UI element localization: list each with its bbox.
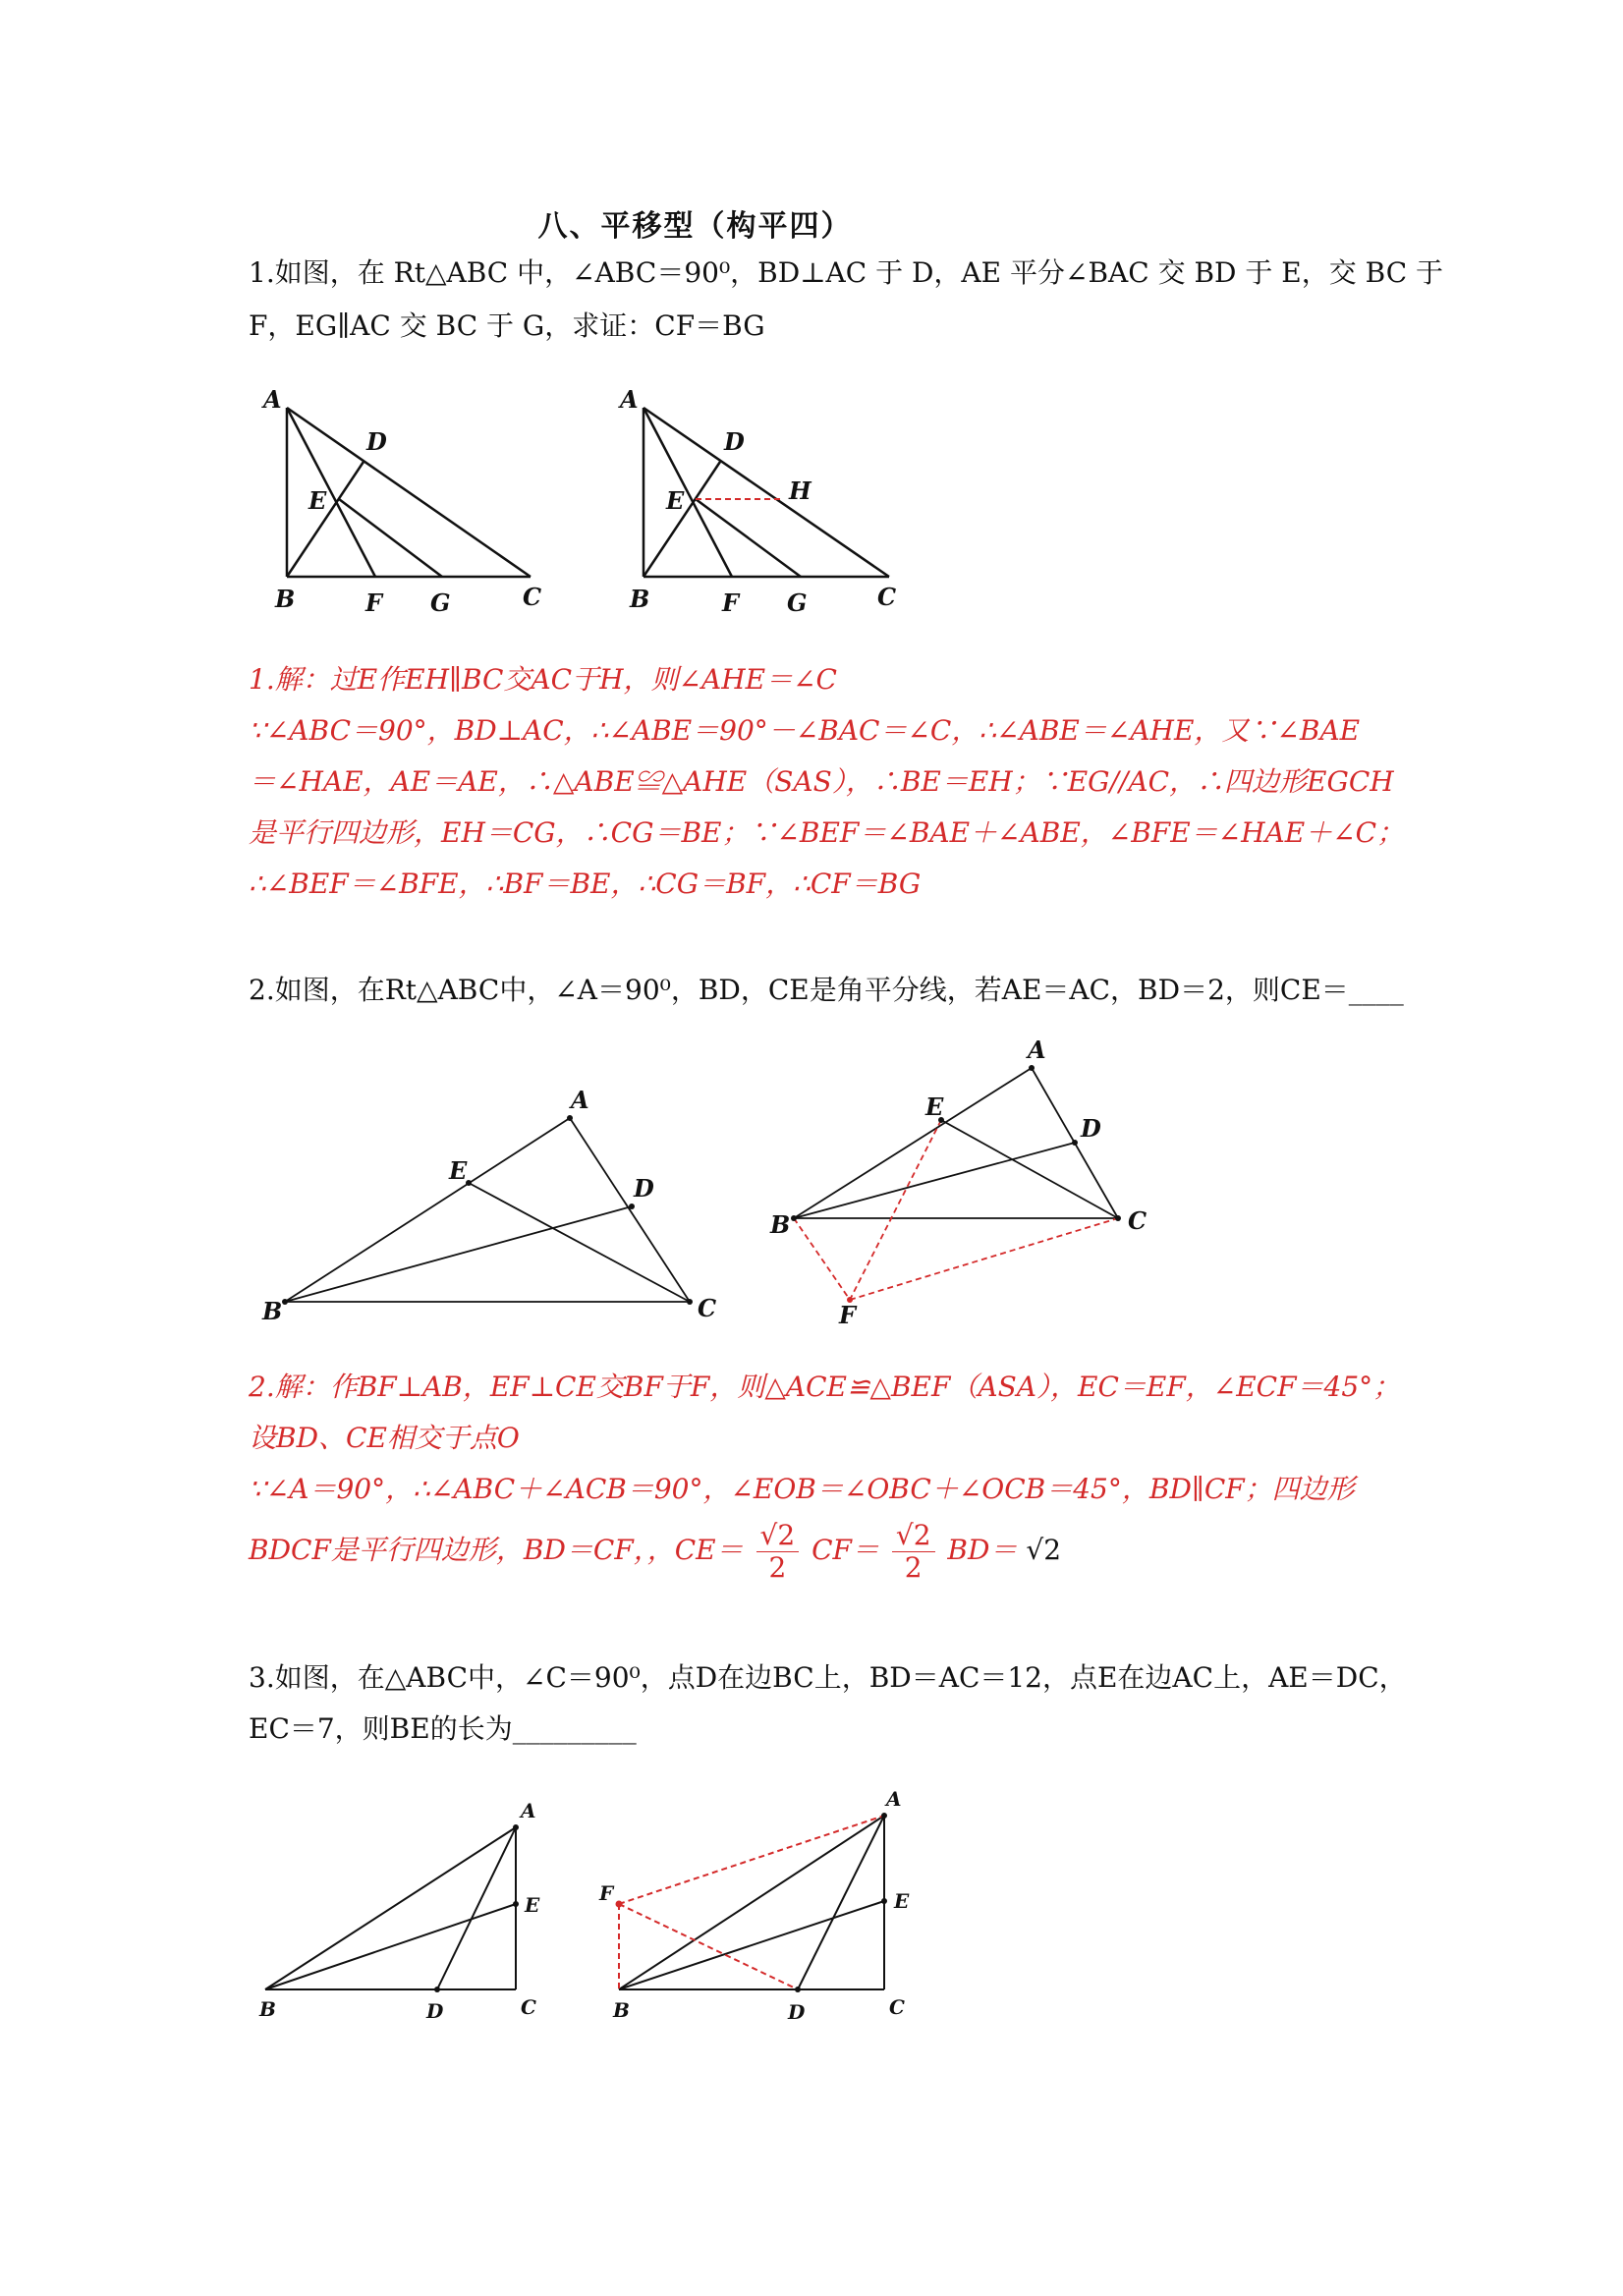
p3-statement-line-2: EC＝7，则BE的长为_________ — [249, 1712, 637, 1745]
p1f2-label-G: G — [787, 588, 808, 617]
p2f1-label-D: D — [634, 1174, 654, 1203]
p3f1-label-A: A — [521, 1799, 536, 1822]
p2f2-label-F: F — [839, 1301, 857, 1329]
p3f1-label-D: D — [426, 1999, 444, 2023]
p1f1-label-A: A — [263, 385, 282, 414]
p3f2-label-B: B — [613, 1998, 630, 2022]
p1-figure-2 — [604, 383, 919, 619]
p2-solution-line-3: ∵∠A＝90°，∴∠ABC＋∠ACB＝90°，∠EOB＝∠OBC＋∠OCB＝45°，BD∥CF；四边形 — [249, 1473, 1355, 1505]
p2f2-label-A: A — [1028, 1036, 1046, 1064]
p2f2-label-E: E — [925, 1092, 944, 1121]
p2f2-label-D: D — [1081, 1114, 1101, 1143]
p2f2-label-B: B — [770, 1210, 791, 1239]
p3f1-label-C: C — [521, 1995, 536, 2019]
p2-fraction-2-denominator: 2 — [904, 1551, 923, 1584]
p2-solution-4-suffix: BD＝ — [947, 1534, 1018, 1566]
p2f1-label-E: E — [449, 1156, 468, 1185]
p2-statement-line-1: 2.如图，在Rt△ABC中，∠A＝90⁰，BD，CE是角平分线，若AE＝AC，BD＝2，则CE＝____ — [249, 974, 1404, 1006]
section-title: 八、平移型（构平四） — [537, 209, 853, 244]
p1-solution-line-3: ＝∠HAE，AE＝AE，∴△ABE≌△AHE（SAS），∴BE＝EH；∵EG//AC，∴四边形EGCH — [249, 765, 1394, 798]
p3f1-label-B: B — [259, 1997, 276, 2021]
p2-fraction-1-numerator: √2 — [756, 1520, 800, 1552]
p1f1-label-B: B — [275, 585, 296, 613]
p2-solution-line-1: 2.解：作BF⊥AB，EF⊥CE交BF于F，则△ACE≌△BEF（ASA），EC＝EF，∠ECF＝45°； — [249, 1371, 1401, 1403]
p2-fraction-2 — [892, 1520, 935, 1584]
p1-solution-line-5: ∴∠BEF＝∠BFE，∴BF＝BE，∴CG＝BF，∴CF＝BG — [249, 868, 922, 900]
p3f2-label-C: C — [889, 1995, 905, 2019]
p3-figure-2 — [589, 1778, 923, 2034]
p1-statement-line-1: 1.如图，在 Rt△ABC 中，∠ABC＝90⁰，BD⊥AC 于 D，AE 平分∠BAC 交 BD 于 E，交 BC 于 — [249, 256, 1444, 289]
p2-solution-line-2: 设BD、CE相交于点O — [249, 1422, 520, 1454]
p3-statement-line-1: 3.如图，在△ABC中，∠C＝90⁰，点D在边BC上，BD＝AC＝12，点E在边AC上，AE＝DC， — [249, 1661, 1407, 1694]
p1f2-label-E: E — [666, 486, 685, 515]
p1f2-label-B: B — [630, 585, 650, 613]
p2f1-label-A: A — [571, 1086, 589, 1114]
p1-figure-1 — [246, 383, 560, 619]
p2f1-label-B: B — [262, 1297, 283, 1325]
p3f2-label-A: A — [886, 1787, 902, 1811]
p1f2-label-D: D — [724, 427, 745, 456]
p3f2-label-F: F — [599, 1881, 614, 1905]
p1-statement-line-2: F，EG∥AC 交 BC 于 G，求证：CF＝BG — [249, 309, 765, 342]
p1f2-label-F: F — [722, 588, 740, 617]
p1f2-label-C: C — [877, 583, 897, 611]
p3f2-label-E: E — [894, 1889, 910, 1913]
p2-figure-2 — [766, 1036, 1179, 1331]
p2-fraction-2-numerator: √2 — [892, 1520, 935, 1552]
p1f2-label-A: A — [620, 385, 639, 414]
p1-solution-line-1: 1.解：过E作EH∥BC交AC于H，则∠AHE＝∠C — [249, 663, 837, 696]
p1f2-label-H: H — [789, 476, 812, 505]
p3-figure-1 — [246, 1788, 570, 2034]
p2-solution-4-prefix: BDCF是平行四边形，BD＝CF，，CE＝ — [249, 1534, 744, 1566]
p1-solution-line-2: ∵∠ABC＝90°，BD⊥AC，∴∠ABE＝90°－∠BAC＝∠C，∴∠ABE＝∠AHE，又∵∠BAE — [249, 714, 1361, 747]
p1f1-label-C: C — [523, 583, 542, 611]
p1f1-label-E: E — [308, 486, 327, 515]
p2-solution-4-result: √2 — [1026, 1534, 1062, 1566]
p1f1-label-D: D — [366, 427, 387, 456]
p2-solution-line-4 — [249, 1515, 1388, 1586]
p2f2-label-C: C — [1128, 1206, 1147, 1235]
p3f1-label-E: E — [525, 1893, 540, 1917]
p2-solution-4-mid: CF＝ — [812, 1534, 879, 1566]
p1-solution-line-4: 是平行四边形，EH＝CG，∴CG＝BE；∵∠BEF＝∠BAE＋∠ABE，∠BFE＝∠HAE＋∠C； — [249, 816, 1405, 849]
p1f1-label-F: F — [365, 588, 383, 617]
p1f1-label-G: G — [430, 588, 451, 617]
p2-figure-1 — [251, 1081, 742, 1326]
p2-fraction-1 — [756, 1520, 800, 1584]
p3f2-label-D: D — [788, 2000, 806, 2024]
p2-fraction-1-denominator: 2 — [768, 1551, 787, 1584]
p2f1-label-C: C — [698, 1294, 717, 1322]
